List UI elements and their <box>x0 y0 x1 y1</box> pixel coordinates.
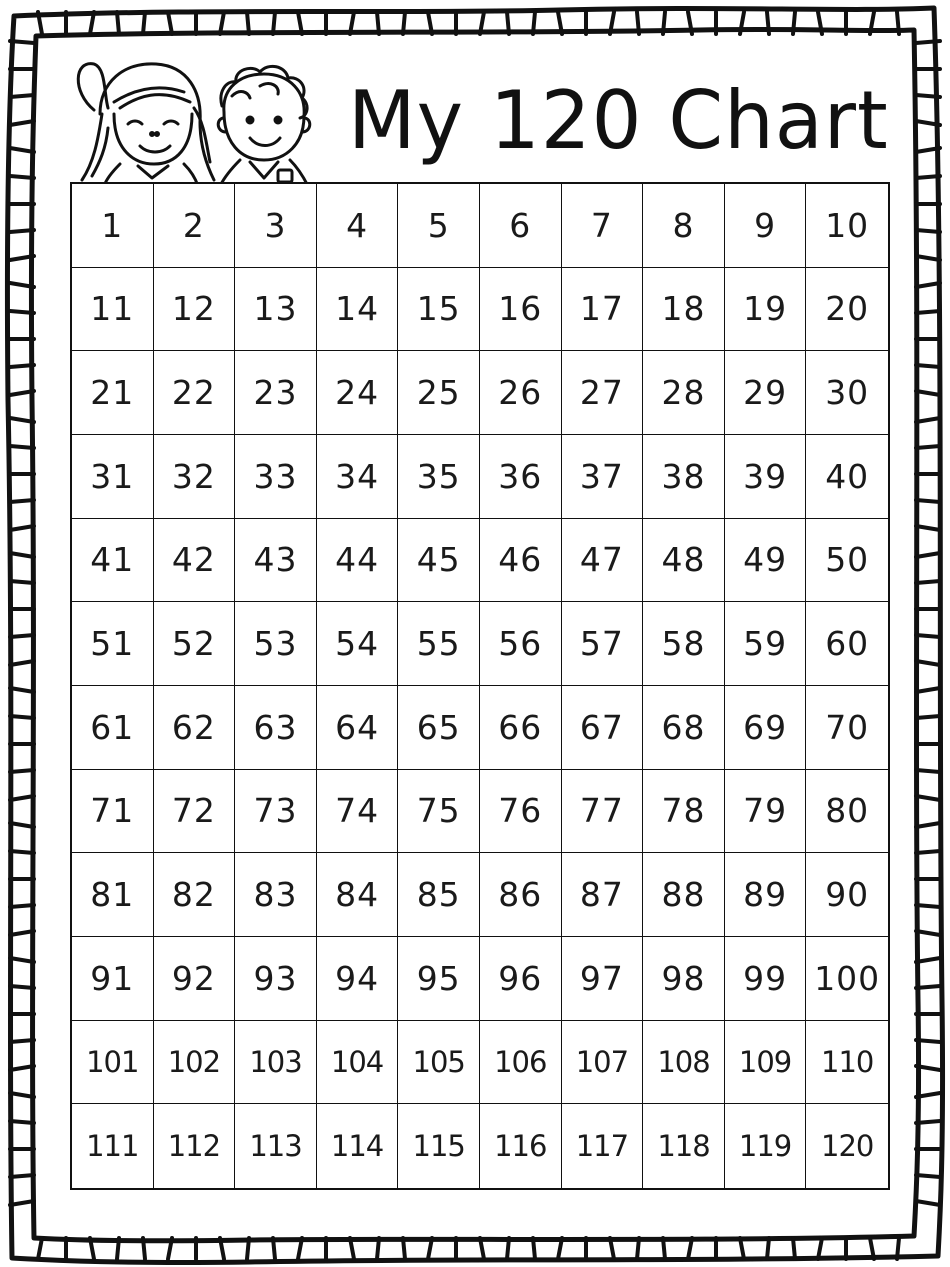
number-cell: 97 <box>562 937 644 1021</box>
number-cell: 58 <box>643 602 725 686</box>
two-kids-clipart <box>64 52 316 186</box>
number-cell: 28 <box>643 351 725 435</box>
number-cell: 32 <box>154 435 236 519</box>
number-cell: 86 <box>480 853 562 937</box>
number-cell: 71 <box>72 770 154 854</box>
number-cell: 34 <box>317 435 399 519</box>
number-cell: 72 <box>154 770 236 854</box>
number-cell: 106 <box>480 1021 562 1105</box>
number-cell: 54 <box>317 602 399 686</box>
number-cell: 9 <box>725 184 807 268</box>
number-cell: 10 <box>806 184 888 268</box>
number-cell: 112 <box>154 1104 236 1188</box>
number-cell: 30 <box>806 351 888 435</box>
number-cell: 27 <box>562 351 644 435</box>
number-cell: 91 <box>72 937 154 1021</box>
number-cell: 18 <box>643 268 725 352</box>
number-cell: 83 <box>235 853 317 937</box>
number-cell: 105 <box>398 1021 480 1105</box>
number-cell: 1 <box>72 184 154 268</box>
number-cell: 75 <box>398 770 480 854</box>
number-cell: 60 <box>806 602 888 686</box>
number-cell: 29 <box>725 351 807 435</box>
number-cell: 3 <box>235 184 317 268</box>
number-cell: 82 <box>154 853 236 937</box>
number-cell: 49 <box>725 519 807 603</box>
number-cell: 25 <box>398 351 480 435</box>
number-cell: 40 <box>806 435 888 519</box>
number-cell: 74 <box>317 770 399 854</box>
number-cell: 21 <box>72 351 154 435</box>
number-cell: 88 <box>643 853 725 937</box>
number-cell: 78 <box>643 770 725 854</box>
number-cell: 26 <box>480 351 562 435</box>
number-cell: 73 <box>235 770 317 854</box>
number-cell: 81 <box>72 853 154 937</box>
number-cell: 39 <box>725 435 807 519</box>
number-cell: 8 <box>643 184 725 268</box>
number-cell: 90 <box>806 853 888 937</box>
number-cell: 113 <box>235 1104 317 1188</box>
number-cell: 57 <box>562 602 644 686</box>
number-cell: 59 <box>725 602 807 686</box>
number-cell: 66 <box>480 686 562 770</box>
number-cell: 64 <box>317 686 399 770</box>
number-cell: 11 <box>72 268 154 352</box>
number-cell: 120 <box>821 1129 874 1164</box>
number-cell: 38 <box>643 435 725 519</box>
number-cell: 45 <box>398 519 480 603</box>
number-cell: 41 <box>72 519 154 603</box>
number-cell: 107 <box>562 1021 644 1105</box>
number-cell: 61 <box>72 686 154 770</box>
number-grid <box>70 182 890 1190</box>
number-cell: 44 <box>317 519 399 603</box>
number-cell: 47 <box>562 519 644 603</box>
number-cell: 19 <box>725 268 807 352</box>
number-cell: 62 <box>154 686 236 770</box>
number-cell: 31 <box>72 435 154 519</box>
number-cell: 53 <box>235 602 317 686</box>
number-cell: 17 <box>562 268 644 352</box>
number-cell: 110 <box>806 1021 888 1105</box>
number-cell: 69 <box>725 686 807 770</box>
number-cell: 2 <box>154 184 236 268</box>
number-cell: 95 <box>398 937 480 1021</box>
number-cell: 42 <box>154 519 236 603</box>
number-cell: 102 <box>154 1021 236 1105</box>
number-cell: 14 <box>317 268 399 352</box>
number-cell: 23 <box>235 351 317 435</box>
number-cell: 24 <box>317 351 399 435</box>
number-cell: 79 <box>725 770 807 854</box>
number-cell: 37 <box>562 435 644 519</box>
number-cell: 36 <box>480 435 562 519</box>
number-cell: 115 <box>398 1104 480 1188</box>
number-cell: 103 <box>235 1021 317 1105</box>
number-cell: 43 <box>235 519 317 603</box>
number-cell: 100 <box>806 937 888 1021</box>
number-cell: 6 <box>480 184 562 268</box>
number-cell: 76 <box>480 770 562 854</box>
number-cell: 5 <box>398 184 480 268</box>
number-cell: 116 <box>480 1104 562 1188</box>
number-cell: 7 <box>562 184 644 268</box>
number-cell: 109 <box>725 1021 807 1105</box>
number-cell: 33 <box>235 435 317 519</box>
number-cell: 101 <box>72 1021 154 1105</box>
number-cell: 15 <box>398 268 480 352</box>
number-cell: 92 <box>154 937 236 1021</box>
number-cell: 48 <box>643 519 725 603</box>
number-cell: 35 <box>398 435 480 519</box>
number-cell: 4 <box>317 184 399 268</box>
number-cell: 80 <box>806 770 888 854</box>
page-title: My 120 Chart <box>348 74 889 167</box>
number-cell: 68 <box>643 686 725 770</box>
number-cell: 12 <box>154 268 236 352</box>
number-cell: 77 <box>562 770 644 854</box>
number-cell: 22 <box>154 351 236 435</box>
number-cell: 93 <box>235 937 317 1021</box>
number-cell: 16 <box>480 268 562 352</box>
number-cell: 85 <box>398 853 480 937</box>
number-cell: 98 <box>643 937 725 1021</box>
number-cell: 114 <box>317 1104 399 1188</box>
number-cell: 96 <box>480 937 562 1021</box>
number-cell: 50 <box>806 519 888 603</box>
number-cell: 87 <box>562 853 644 937</box>
number-cell: 84 <box>317 853 399 937</box>
number-cell: 67 <box>562 686 644 770</box>
number-cell: 70 <box>806 686 888 770</box>
number-cell: 111 <box>72 1104 154 1188</box>
number-cell: 65 <box>398 686 480 770</box>
number-cell: 55 <box>398 602 480 686</box>
number-cell: 63 <box>235 686 317 770</box>
number-cell: 13 <box>235 268 317 352</box>
number-cell: 46 <box>480 519 562 603</box>
number-cell: 119 <box>725 1104 807 1188</box>
number-cell: 52 <box>154 602 236 686</box>
number-cell: 94 <box>317 937 399 1021</box>
number-cell: 99 <box>725 937 807 1021</box>
number-cell: 117 <box>562 1104 644 1188</box>
number-cell: 118 <box>643 1104 725 1188</box>
number-cell: 56 <box>480 602 562 686</box>
number-cell: 20 <box>806 268 888 352</box>
number-cell: 89 <box>725 853 807 937</box>
number-cell: 51 <box>72 602 154 686</box>
number-cell: 104 <box>317 1021 399 1105</box>
number-cell: 108 <box>643 1021 725 1105</box>
